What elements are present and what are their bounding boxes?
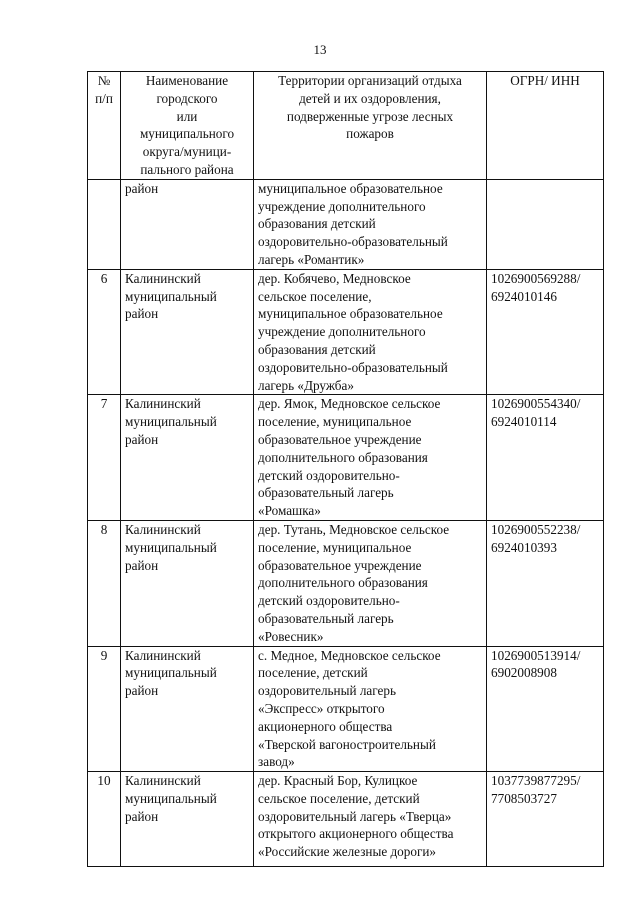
cell-text-line: оздоровительно-образовательный xyxy=(258,234,448,250)
cell-text-line: городского xyxy=(156,90,218,106)
table-header-row xyxy=(88,72,604,180)
cell-text-line: «Российские железные дороги» xyxy=(258,844,437,860)
page-number: 13 xyxy=(313,42,327,57)
cell-text-line: Наименование xyxy=(145,73,229,88)
ogrn-inn-cell xyxy=(487,395,604,521)
cell-text-line: образовательный лагерь xyxy=(258,485,394,501)
table-row xyxy=(88,179,604,269)
cell-text-line: дополнительного образования xyxy=(258,575,428,591)
cell-text-line: район xyxy=(125,683,159,699)
cell-text-line: Калининский xyxy=(125,396,201,412)
row-number-cell xyxy=(88,520,121,646)
cell-text-line: 6 xyxy=(100,270,108,286)
cell-text-line: поселение, муниципальное xyxy=(258,539,412,555)
cell-text-line: дер. Ямок, Медновское сельское xyxy=(258,396,441,412)
cell-text-line: 6924010114 xyxy=(491,414,557,430)
cell-text-line: дер. Красный Бор, Кулицкое xyxy=(258,773,418,789)
cell-text-line: муниципальное образовательное xyxy=(258,180,443,196)
cell-text-line: дер. Тутань, Медновское сельское xyxy=(258,521,450,537)
table-row xyxy=(88,772,604,867)
cell-text-line: муниципальный xyxy=(125,539,217,555)
cell-text-line: пального района xyxy=(140,161,234,177)
cell-text-line: муниципальный xyxy=(125,790,217,806)
cell-text-line: район xyxy=(125,180,159,196)
cell-text-line: 7708503727 xyxy=(491,790,557,806)
row-number-cell xyxy=(88,646,121,772)
cell-text-line: 6924010393 xyxy=(491,539,557,555)
cell-text-line: детский оздоровительно- xyxy=(258,467,400,483)
ogrn-inn-cell xyxy=(487,646,604,772)
cell-text-line: образования детский xyxy=(258,341,376,357)
cell-text-line: акционерного общества xyxy=(258,718,393,734)
cell-text-line: учреждение дополнительного xyxy=(258,198,426,214)
cell-text-line: Калининский xyxy=(125,647,201,663)
cell-text-line: Территории организаций отдыха xyxy=(278,73,462,88)
cell-text-line: «Тверской вагоностроительный xyxy=(258,736,436,752)
cell-text-line: детский оздоровительно- xyxy=(258,593,400,609)
header-cell xyxy=(88,72,121,180)
cell-text-line: 1026900569288/ xyxy=(491,270,581,286)
header-cell xyxy=(254,72,487,180)
territory-cell xyxy=(254,395,487,521)
cell-text-line: муниципальное образовательное xyxy=(258,306,443,322)
cell-text-line: 1037739877295/ xyxy=(491,773,581,789)
cell-text-line: образовательное учреждение xyxy=(258,431,422,447)
cell-text-line: ОГРН/ ИНН xyxy=(510,73,580,88)
cell-text-line: сельское поселение, xyxy=(258,288,372,304)
cell-text-line: район xyxy=(125,431,159,447)
cell-text-line: 6924010146 xyxy=(491,288,557,304)
district-cell xyxy=(121,395,254,521)
territories-table xyxy=(87,71,604,867)
cell-text-line: 1026900513914/ xyxy=(491,647,581,663)
cell-text-line: Калининский xyxy=(125,270,201,286)
cell-text-line: открытого акционерного общества xyxy=(258,826,454,842)
cell-text-line: 8 xyxy=(100,521,108,537)
row-number-cell xyxy=(88,772,121,867)
cell-text-line: образовательное учреждение xyxy=(258,557,422,573)
cell-text-line: № xyxy=(97,73,111,88)
cell-text-line: муниципальный xyxy=(125,665,217,681)
cell-text-line: 1026900554340/ xyxy=(491,396,581,412)
cell-text-line: район xyxy=(125,306,159,322)
cell-text-line: оздоровительно-образовательный xyxy=(258,359,448,375)
table-row xyxy=(88,646,604,772)
territory-cell xyxy=(254,772,487,867)
cell-text-line: округа/муници- xyxy=(142,144,232,160)
district-cell xyxy=(121,269,254,395)
table-row xyxy=(88,269,604,395)
cell-text-line: «Экспресс» открытого xyxy=(258,700,385,716)
territory-cell xyxy=(254,520,487,646)
ogrn-inn-cell xyxy=(487,772,604,867)
row-number-cell xyxy=(88,269,121,395)
cell-text-line: образования детский xyxy=(258,216,376,232)
cell-text-line: Калининский xyxy=(125,521,201,537)
territory-cell xyxy=(254,269,487,395)
district-cell xyxy=(121,646,254,772)
cell-text-line: образовательный лагерь xyxy=(258,610,394,626)
cell-text-line: район xyxy=(125,808,159,824)
header-cell xyxy=(121,72,254,180)
table-body xyxy=(88,179,604,866)
territory-cell xyxy=(254,179,487,269)
cell-text-line: детей и их оздоровления, xyxy=(299,90,441,106)
cell-text-line: оздоровительный лагерь xyxy=(258,683,396,699)
cell-text-line: 6902008908 xyxy=(491,665,557,681)
cell-text-line: оздоровительный лагерь «Тверца» xyxy=(258,808,452,824)
cell-text-line: с. Медное, Медновское сельское xyxy=(258,647,441,663)
ogrn-inn-cell xyxy=(487,520,604,646)
table-row xyxy=(88,395,604,521)
cell-text-line: Калининский xyxy=(125,773,201,789)
cell-text-line: дополнительного образования xyxy=(258,449,428,465)
cell-text-line: 9 xyxy=(100,647,108,663)
cell-text-line: подверженные угрозе лесных xyxy=(286,108,454,124)
header-cell xyxy=(487,72,604,180)
cell-text-line: «Ромашка» xyxy=(258,503,321,519)
cell-text-line: 10 xyxy=(97,773,111,789)
cell-text-line: муниципального xyxy=(139,126,235,142)
table-row xyxy=(88,520,604,646)
territory-cell xyxy=(254,646,487,772)
district-cell xyxy=(121,520,254,646)
district-cell xyxy=(121,772,254,867)
cell-text-line: учреждение дополнительного xyxy=(258,324,426,340)
cell-text-line: завод» xyxy=(258,754,295,770)
cell-text-line: поселение, детский xyxy=(258,665,368,681)
cell-text-line: «Ровесник» xyxy=(258,628,324,644)
cell-text-line: п/п xyxy=(95,90,113,106)
cell-text-line: поселение, муниципальное xyxy=(258,414,412,430)
cell-text-line: муниципальный xyxy=(125,414,217,430)
cell-text-line: 7 xyxy=(100,396,108,412)
cell-text-line: 1026900552238/ xyxy=(491,521,581,537)
cell-text-line: пожаров xyxy=(346,126,394,142)
cell-text-line: район xyxy=(125,557,159,573)
cell-text-line: или xyxy=(176,108,198,124)
cell-text-line: сельское поселение, детский xyxy=(258,790,420,806)
ogrn-inn-cell xyxy=(487,179,604,269)
cell-text-line: лагерь «Дружба» xyxy=(258,377,354,393)
row-number-cell xyxy=(88,179,121,269)
district-cell xyxy=(121,179,254,269)
row-number-cell xyxy=(88,395,121,521)
cell-text-line: муниципальный xyxy=(125,288,217,304)
cell-text-line: лагерь «Романтик» xyxy=(258,251,365,267)
ogrn-inn-cell xyxy=(487,269,604,395)
cell-text-line: дер. Кобячево, Медновское xyxy=(258,270,411,286)
